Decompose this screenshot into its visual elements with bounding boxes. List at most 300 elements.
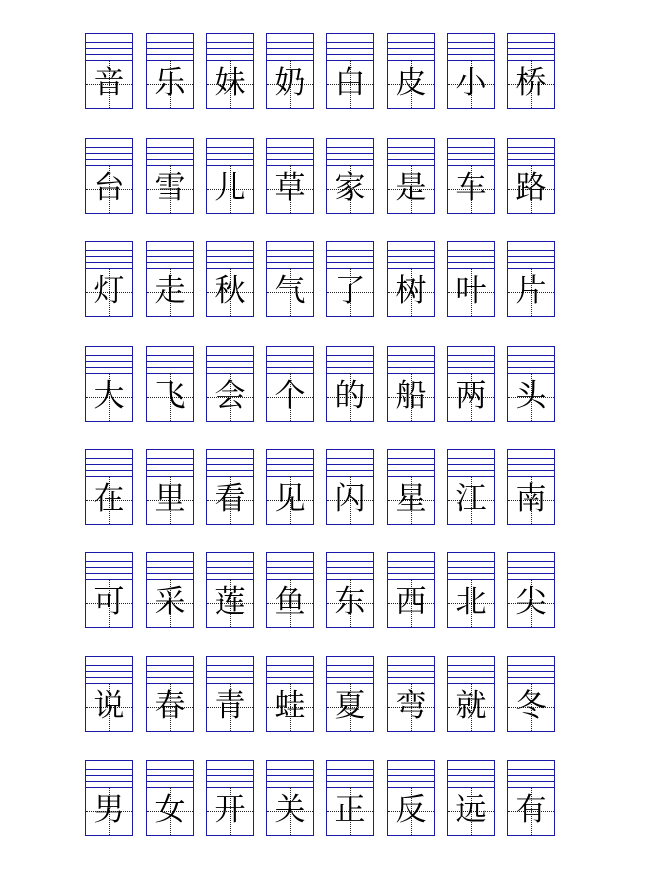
pinyin-line [327,153,373,154]
pinyin-line [448,573,494,574]
tianzi-box [448,683,494,731]
pinyin-line [147,470,193,471]
character-cell [447,656,495,732]
chinese-character: 气 [274,272,306,309]
pinyin-line [508,561,554,562]
pinyin-line [388,677,434,678]
tianzi-box [147,165,193,213]
character-cell [85,552,133,628]
character-cell [85,346,133,422]
pinyin-line [508,567,554,568]
pinyin-line [147,48,193,49]
pinyin-line [86,54,132,55]
chinese-character: 西 [395,583,427,620]
tianzi-box [207,268,253,316]
pinyin-lines [267,657,313,684]
pinyin-line [147,361,193,362]
tianzi-box [388,787,434,835]
tianzi-box [207,787,253,835]
pinyin-line [327,470,373,471]
pinyin-line [508,48,554,49]
pinyin-lines [147,34,193,61]
pinyin-line [86,567,132,568]
chinese-character: 船 [395,377,427,414]
character-cell [507,346,555,422]
pinyin-line [86,470,132,471]
pinyin-line [207,464,253,465]
chinese-character: 妹 [214,64,246,101]
chinese-character: 采 [154,583,186,620]
pinyin-line [327,361,373,362]
tianzi-box [508,268,554,316]
pinyin-line [388,470,434,471]
character-cell [206,760,254,836]
tianzi-box [267,476,313,524]
tianzi-box [267,373,313,421]
pinyin-line [388,262,434,263]
tianzi-box [86,476,132,524]
tianzi-box [207,476,253,524]
character-cell [266,138,314,214]
pinyin-lines [448,450,494,477]
pinyin-lines [508,347,554,374]
pinyin-line [388,458,434,459]
character-cell [266,241,314,317]
chinese-character: 树 [395,272,427,309]
pinyin-lines [147,139,193,166]
chinese-character: 家 [334,169,366,206]
pinyin-line [508,665,554,666]
pinyin-line [147,367,193,368]
chinese-character: 头 [515,377,547,414]
pinyin-line [147,561,193,562]
tianzi-box [448,373,494,421]
pinyin-line [147,769,193,770]
pinyin-line [147,159,193,160]
pinyin-line [147,153,193,154]
pinyin-lines [448,242,494,269]
chinese-character: 会 [214,377,246,414]
pinyin-line [86,42,132,43]
pinyin-lines [267,242,313,269]
chinese-character: 青 [214,687,246,724]
pinyin-lines [508,450,554,477]
character-cell [266,346,314,422]
tianzi-box [267,268,313,316]
character-cell [85,449,133,525]
pinyin-line [267,42,313,43]
pinyin-line [207,470,253,471]
pinyin-line [147,665,193,666]
pinyin-lines [267,139,313,166]
character-cell [206,656,254,732]
tianzi-box [388,268,434,316]
tianzi-box [267,165,313,213]
tianzi-box [147,579,193,627]
pinyin-line [448,561,494,562]
pinyin-line [86,561,132,562]
pinyin-line [448,470,494,471]
pinyin-line [267,54,313,55]
pinyin-line [448,671,494,672]
pinyin-line [267,573,313,574]
tianzi-box [86,268,132,316]
character-cell [266,33,314,109]
tianzi-box [86,373,132,421]
pinyin-line [448,677,494,678]
character-cell [85,760,133,836]
tianzi-box [388,60,434,108]
pinyin-line [388,256,434,257]
pinyin-line [508,781,554,782]
chinese-character: 路 [515,169,547,206]
pinyin-line [147,573,193,574]
pinyin-lines [388,139,434,166]
pinyin-lines [207,657,253,684]
pinyin-lines [147,347,193,374]
chinese-character: 叶 [455,272,487,309]
pinyin-line [327,256,373,257]
pinyin-line [207,671,253,672]
pinyin-line [207,256,253,257]
pinyin-line [207,54,253,55]
pinyin-line [327,567,373,568]
tianzi-box [508,787,554,835]
tianzi-box [147,373,193,421]
tianzi-box [207,683,253,731]
chinese-character: 草 [274,169,306,206]
pinyin-lines [508,761,554,788]
pinyin-line [147,42,193,43]
tianzi-box [86,787,132,835]
pinyin-line [448,665,494,666]
pinyin-line [448,458,494,459]
tianzi-box [388,579,434,627]
character-cell [146,656,194,732]
character-cell [447,33,495,109]
pinyin-line [207,567,253,568]
character-cell [326,760,374,836]
pinyin-lines [147,761,193,788]
pinyin-line [388,48,434,49]
pinyin-line [448,256,494,257]
tianzi-box [508,683,554,731]
chinese-character: 鱼 [274,583,306,620]
character-cell [387,656,435,732]
character-cell [266,449,314,525]
character-cell [326,138,374,214]
pinyin-line [448,775,494,776]
character-cell [326,449,374,525]
tianzi-box [147,60,193,108]
chinese-character: 说 [93,687,125,724]
chinese-character: 秋 [214,272,246,309]
pinyin-line [327,769,373,770]
pinyin-line [508,458,554,459]
character-cell [146,346,194,422]
pinyin-line [388,775,434,776]
chinese-character: 走 [154,272,186,309]
chinese-character: 反 [395,791,427,828]
tianzi-box [388,683,434,731]
pinyin-lines [86,347,132,374]
pinyin-line [508,42,554,43]
pinyin-lines [508,34,554,61]
character-cell [387,449,435,525]
pinyin-line [448,367,494,368]
pinyin-line [86,781,132,782]
pinyin-lines [448,553,494,580]
tianzi-box [86,579,132,627]
chinese-character: 北 [455,583,487,620]
pinyin-line [267,769,313,770]
pinyin-lines [267,553,313,580]
character-row [85,656,559,734]
character-cell [146,760,194,836]
chinese-character: 的 [334,377,366,414]
pinyin-line [448,361,494,362]
chinese-character: 大 [93,377,125,414]
pinyin-line [508,147,554,148]
pinyin-lines [86,139,132,166]
chinese-character: 看 [214,480,246,517]
chinese-character: 就 [455,687,487,724]
pinyin-lines [448,657,494,684]
pinyin-line [508,262,554,263]
pinyin-line [267,677,313,678]
chinese-character: 蛙 [274,687,306,724]
pinyin-line [508,256,554,257]
pinyin-line [327,458,373,459]
tianzi-box [327,373,373,421]
pinyin-lines [448,347,494,374]
pinyin-line [388,573,434,574]
pinyin-lines [327,242,373,269]
pinyin-line [86,573,132,574]
pinyin-line [86,147,132,148]
chinese-character: 尖 [515,583,547,620]
pinyin-lines [147,657,193,684]
character-cell [146,33,194,109]
pinyin-line [267,256,313,257]
pinyin-lines [267,34,313,61]
tianzi-box [508,165,554,213]
pinyin-lines [327,761,373,788]
pinyin-line [508,250,554,251]
character-cell [447,241,495,317]
pinyin-line [508,769,554,770]
pinyin-line [86,256,132,257]
chinese-character: 春 [154,687,186,724]
chinese-character: 白 [334,64,366,101]
tianzi-box [147,683,193,731]
pinyin-line [207,153,253,154]
chinese-character: 男 [93,791,125,828]
chinese-character: 南 [515,480,547,517]
pinyin-lines [448,761,494,788]
pinyin-lines [86,450,132,477]
pinyin-line [327,665,373,666]
pinyin-line [327,250,373,251]
chinese-character: 远 [455,791,487,828]
pinyin-line [267,367,313,368]
pinyin-line [448,48,494,49]
pinyin-lines [267,761,313,788]
tianzi-box [388,373,434,421]
pinyin-lines [327,347,373,374]
character-cell [326,552,374,628]
pinyin-line [388,147,434,148]
pinyin-lines [327,34,373,61]
character-cell [146,138,194,214]
pinyin-line [508,153,554,154]
pinyin-line [86,367,132,368]
pinyin-lines [448,139,494,166]
pinyin-lines [327,450,373,477]
pinyin-line [327,54,373,55]
tianzi-box [327,579,373,627]
pinyin-lines [327,139,373,166]
pinyin-line [327,573,373,574]
pinyin-line [267,48,313,49]
chinese-character: 两 [455,377,487,414]
character-row [85,449,559,527]
character-cell [387,760,435,836]
pinyin-line [207,561,253,562]
character-cell [206,552,254,628]
pinyin-line [388,567,434,568]
character-cell [507,138,555,214]
character-cell [206,138,254,214]
pinyin-lines [388,347,434,374]
chinese-character: 关 [274,791,306,828]
character-cell [326,656,374,732]
character-cell [507,449,555,525]
chinese-character: 飞 [154,377,186,414]
pinyin-lines [207,139,253,166]
tianzi-box [508,579,554,627]
pinyin-line [448,153,494,154]
pinyin-line [388,671,434,672]
pinyin-line [147,781,193,782]
character-cell [447,552,495,628]
pinyin-line [147,775,193,776]
character-cell [447,760,495,836]
character-cell [85,241,133,317]
pinyin-line [86,458,132,459]
pinyin-line [388,561,434,562]
pinyin-lines [388,657,434,684]
pinyin-line [508,361,554,362]
pinyin-line [388,153,434,154]
pinyin-lines [147,553,193,580]
character-cell [326,346,374,422]
pinyin-lines [207,450,253,477]
chinese-character: 车 [455,169,487,206]
pinyin-line [86,775,132,776]
pinyin-line [207,458,253,459]
pinyin-lines [207,242,253,269]
pinyin-line [267,775,313,776]
chinese-character: 灯 [93,272,125,309]
pinyin-line [207,769,253,770]
pinyin-lines [327,553,373,580]
character-cell [447,449,495,525]
character-cell [146,552,194,628]
pinyin-line [267,781,313,782]
tianzi-box [267,787,313,835]
character-cell [266,656,314,732]
pinyin-line [207,677,253,678]
pinyin-line [327,367,373,368]
pinyin-line [448,567,494,568]
pinyin-lines [86,657,132,684]
chinese-character: 有 [515,791,547,828]
pinyin-line [327,262,373,263]
pinyin-line [508,470,554,471]
pinyin-line [86,769,132,770]
pinyin-line [327,677,373,678]
pinyin-line [388,665,434,666]
character-cell [387,138,435,214]
character-cell [326,33,374,109]
pinyin-line [147,677,193,678]
pinyin-line [508,367,554,368]
chinese-character: 正 [334,791,366,828]
pinyin-lines [147,450,193,477]
pinyin-line [327,775,373,776]
pinyin-line [327,147,373,148]
pinyin-lines [207,34,253,61]
pinyin-lines [86,761,132,788]
character-cell [146,449,194,525]
tianzi-box [388,476,434,524]
chinese-character: 里 [154,480,186,517]
tianzi-box [327,476,373,524]
chinese-character: 女 [154,791,186,828]
character-cell [206,33,254,109]
character-row [85,346,559,424]
character-cell [206,449,254,525]
tianzi-box [267,683,313,731]
pinyin-line [388,464,434,465]
pinyin-line [207,355,253,356]
pinyin-line [327,464,373,465]
pinyin-line [448,54,494,55]
chinese-character: 桥 [515,64,547,101]
pinyin-lines [327,657,373,684]
tianzi-box [207,165,253,213]
pinyin-line [448,262,494,263]
pinyin-line [267,561,313,562]
pinyin-lines [448,34,494,61]
pinyin-line [207,147,253,148]
chinese-character: 冬 [515,687,547,724]
pinyin-line [327,781,373,782]
pinyin-line [86,361,132,362]
pinyin-line [448,769,494,770]
pinyin-line [388,250,434,251]
pinyin-line [86,464,132,465]
tianzi-box [327,683,373,731]
pinyin-line [388,769,434,770]
pinyin-line [508,775,554,776]
pinyin-line [207,159,253,160]
pinyin-lines [508,242,554,269]
pinyin-line [508,159,554,160]
chinese-character: 儿 [214,169,246,206]
pinyin-line [207,42,253,43]
